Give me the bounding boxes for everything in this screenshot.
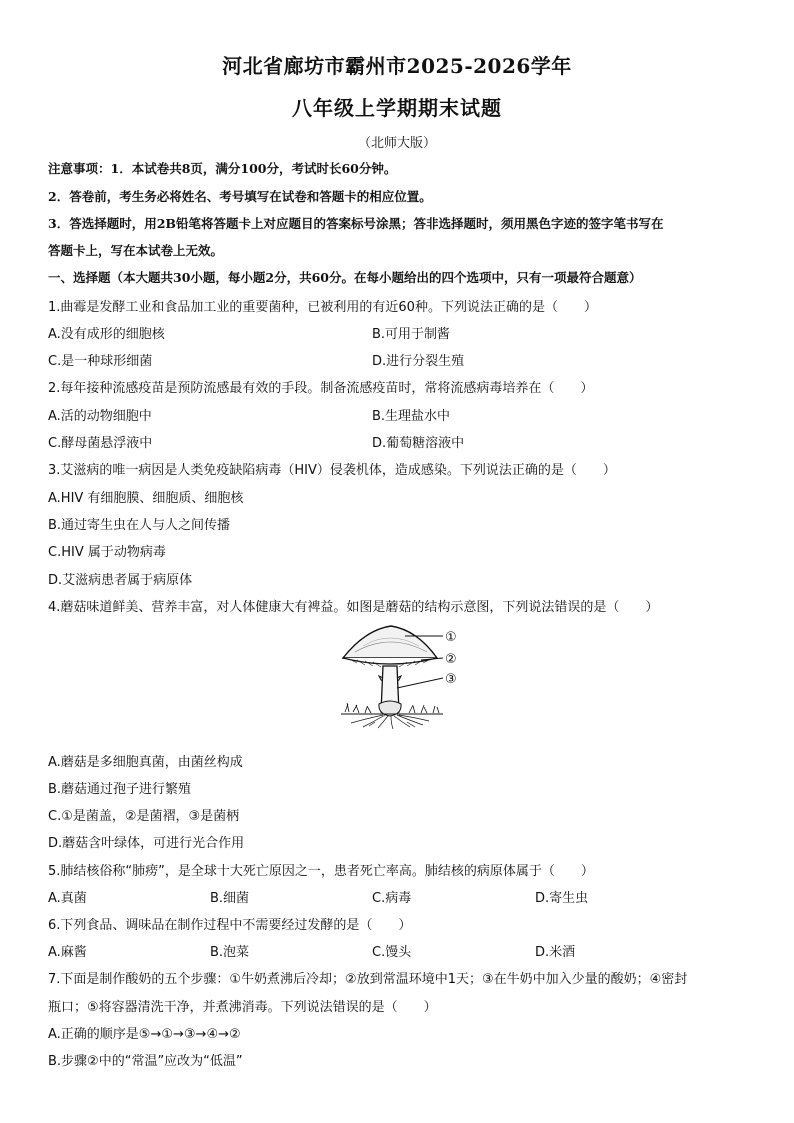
question-2-option-a: A.活的动物细胞中 (48, 409, 152, 424)
question-5-option-b: B.细菌 (210, 891, 250, 906)
question-4-option-b: B.蘑菇通过孢子进行繁殖 (48, 782, 192, 797)
question-5-option-a: A.真菌 (48, 891, 87, 906)
section-heading: 一、选择题（本大题共30小题，每小题2分，共60分。在每小题给出的四个选项中，只有一项最符合题意） (48, 270, 642, 285)
question-1-option-d: D.进行分裂生殖 (372, 354, 465, 369)
note-3b: 答题卡上，写在本试卷上无效。 (48, 243, 224, 258)
question-3-stem: 3.艾滋病的唯一病因是人类免疫缺陷病毒（HIV）侵袭机体，造成感染。下列说法正确的是（ ） (48, 463, 616, 478)
note-3a: 3．答选择题时，用2B铅笔将答题卡上对应题目的答案标号涂黑；答非选择题时，须用黑色字迹的签字笔书写在 (48, 216, 664, 231)
question-7-stem-line2: 瓶口；⑤将容器清洗干净，并煮沸消毒。下列说法错误的是（ ） (48, 1000, 437, 1015)
question-2-stem: 2.每年接种流感疫苗是预防流感最有效的手段。制备流感疫苗时，常将流感病毒培养在（ ） (48, 381, 594, 396)
question-4-option-a: A.蘑菇是多细胞真菌，由菌丝构成 (48, 755, 243, 770)
mushroom-mycelium (351, 715, 429, 729)
exam-title-line2: 八年级上学期期末试题 (292, 96, 502, 120)
question-2-option-d: D.葡萄糖溶液中 (372, 436, 465, 451)
exam-title-line1: 河北省廊坊市霸州市2025-2026学年 (222, 54, 572, 78)
label-3: ③ (445, 672, 457, 687)
question-1-option-c: C.是一种球形细菌 (48, 354, 153, 369)
question-6-option-b: B.泡菜 (210, 945, 250, 960)
mushroom-gills (343, 658, 437, 664)
note-1: 注意事项：1．本试卷共8页，满分100分，考试时长60分钟。 (48, 161, 397, 176)
question-2-option-c: C.酵母菌悬浮液中 (48, 436, 153, 451)
question-4-stem: 4.蘑菇味道鲜美、营养丰富，对人体健康大有裨益。如图是蘑菇的结构示意图，下列说法错误的是（ ） (48, 600, 659, 615)
question-3-option-b: B.通过寄生虫在人与人之间传播 (48, 518, 231, 533)
question-3-option-a: A.HIV 有细胞膜、细胞质、细胞核 (48, 491, 244, 506)
question-4-option-d: D.蘑菇含叶绿体，可进行光合作用 (48, 836, 245, 851)
question-2-option-b: B.生理盐水中 (372, 409, 451, 424)
question-3-option-c: C.HIV 属于动物病毒 (48, 545, 166, 560)
edition-label: （北师大版） (357, 136, 436, 151)
question-1-option-a: A.没有成形的细胞核 (48, 327, 165, 342)
question-1-stem: 1.曲霉是发酵工业和食品加工业的重要菌种，已被利用的有近60种。下列说法正确的是（ ） (48, 300, 597, 315)
question-6-option-c: C.馒头 (372, 945, 412, 960)
question-6-option-d: D.米酒 (535, 945, 576, 960)
question-4-option-c: C.①是菌盖，②是菌褶，③是菌柄 (48, 809, 240, 824)
question-1-option-b: B.可用于制酱 (372, 327, 451, 342)
question-7-stem-line1: 7.下面是制作酸奶的五个步骤：①牛奶煮沸后冷却；②放到常温环境中1天；③在牛奶中加入少量的酸奶；④密封 (48, 972, 688, 987)
mushroom-structure-figure (335, 622, 470, 730)
note-2: 2．答卷前，考生务必将姓名、考号填写在试卷和答题卡的相应位置。 (48, 189, 432, 204)
question-6-option-a: A.麻酱 (48, 945, 87, 960)
question-5-stem: 5.肺结核俗称“肺痨”，是全球十大死亡原因之一，患者死亡率高。肺结核的病原体属于（ ） (48, 864, 594, 879)
question-6-stem: 6.下列食品、调味品在制作过程中不需要经过发酵的是（ ） (48, 918, 412, 933)
question-3-option-d: D.艾滋病患者属于病原体 (48, 573, 193, 588)
question-5-option-d: D.寄生虫 (535, 891, 589, 906)
question-5-option-c: C.病毒 (372, 891, 412, 906)
label-2: ② (445, 652, 457, 667)
label-1: ① (445, 630, 457, 645)
question-7-option-a: A.正确的顺序是⑤→①→③→④→② (48, 1027, 241, 1042)
question-7-option-b: B.步骤②中的“常温”应改为“低温” (48, 1054, 243, 1069)
